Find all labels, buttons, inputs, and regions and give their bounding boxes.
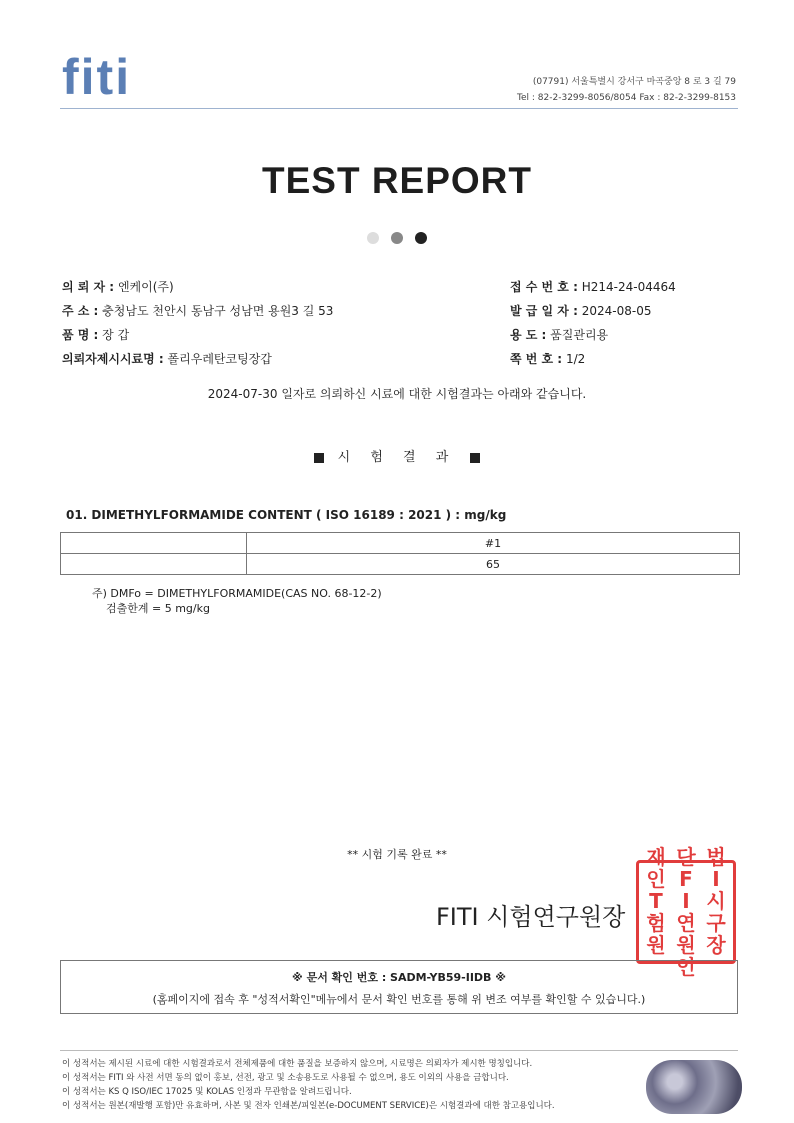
results-table: [60, 532, 740, 575]
sample-header: #1: [247, 533, 740, 554]
table-cell: [61, 554, 247, 575]
info-row: [510, 299, 676, 323]
seal-char: 원: [676, 933, 696, 957]
info-label: 품 명 :: [62, 328, 99, 342]
seal-char: T: [649, 889, 663, 913]
table-cell: [61, 533, 247, 554]
seal-char: F: [679, 867, 693, 891]
company-address: [517, 74, 736, 106]
footer-note: 이 성적서는 제시된 시료에 대한 시험결과로서 전체제품에 대한 품질을 보증하지 않으며, 시료명은 의뢰자가 제시한 명칭입니다.: [62, 1059, 533, 1069]
fiti-logo: fiti: [62, 49, 132, 105]
square-bullet-icon: [470, 453, 480, 463]
verification-box: [60, 960, 738, 1014]
footer-notes: [62, 1057, 555, 1113]
info-value: 1/2: [565, 352, 586, 366]
info-value: 2024-08-05: [581, 304, 652, 318]
test-title: 01. DIMETHYLFORMAMIDE CONTENT ( ISO 16189 : 2021 ) : mg/kg: [66, 508, 507, 522]
table-row: [61, 533, 740, 554]
seal-char: 인: [676, 955, 696, 979]
info-label: 의뢰자제시시료명 :: [62, 352, 164, 366]
info-label: 접 수 번 호 :: [510, 280, 578, 294]
seal-char: 재: [646, 845, 666, 869]
dot-3: [415, 232, 427, 244]
seal-char: 인: [646, 867, 666, 891]
info-value: 엔케이(주): [117, 280, 174, 294]
info-value: H214-24-04464: [581, 280, 676, 294]
footer-divider: [60, 1050, 738, 1051]
square-bullet-icon: [314, 453, 324, 463]
footer-note: 이 성적서는 KS Q ISO/IEC 17025 및 KOLAS 인정과 무관함을 알려드립니다.: [62, 1087, 352, 1097]
info-value: 품질관리용: [550, 328, 609, 342]
info-row: [62, 323, 333, 347]
dot-2: [391, 232, 403, 244]
seal-char: 단: [676, 845, 696, 869]
info-value: 충청남도 천안시 동남구 성남면 용원3 길 53: [102, 304, 334, 318]
seal-char: 장: [706, 933, 726, 957]
info-label: 의 뢰 자 :: [62, 280, 115, 294]
dot-1: [367, 232, 379, 244]
info-row: [510, 323, 676, 347]
footer-note: 이 성적서는 원본(재발행 포함)만 유효하며, 사본 및 전자 인쇄본/피일본(e-DOCUMENT SERVICE)은 시험결과에 대한 참고용입니다.: [62, 1101, 555, 1111]
result-value: 65: [247, 554, 740, 575]
info-label: 용 도 :: [510, 328, 547, 342]
report-title: TEST REPORT: [261, 160, 533, 201]
info-label: 주 소 :: [62, 304, 99, 318]
info-value: 장 갑: [102, 328, 130, 342]
verification-instructions: (홈페이지에 접속 후 "성적서확인"메뉴에서 문서 확인 번호를 통해 위 변조 여부를 확인할 수 있습니다.): [152, 993, 646, 1006]
seal-char: 구: [706, 911, 726, 935]
section-title: 시 험 결 과: [337, 450, 457, 465]
info-value: 폴리우레탄코팅장갑: [167, 352, 272, 366]
organization-signature: FITI 시험연구원장: [436, 903, 626, 931]
seal-char: I: [682, 889, 690, 913]
seal-char: 원: [646, 933, 666, 957]
test-notes: [92, 586, 382, 616]
info-label: 발 급 일 자 :: [510, 304, 578, 318]
info-left: [62, 275, 333, 371]
info-right: [510, 275, 676, 371]
contact-line: Tel : 82-2-3299-8056/8054 Fax : 82-2-3299-8153: [517, 93, 736, 103]
seal-char: I: [712, 867, 720, 891]
completion-text: ** 시험 기록 완료 **: [347, 848, 447, 861]
intro-text: 2024-07-30 일자로 의뢰하신 시료에 대한 시험결과는 아래와 같습니다.: [207, 387, 587, 401]
header-divider: [60, 108, 738, 109]
seal-char: 법: [706, 845, 726, 869]
info-row: [62, 299, 333, 323]
info-row: [62, 347, 333, 371]
detection-limit: 검출한계 = 5 mg/kg: [106, 602, 210, 615]
table-row: [61, 554, 740, 575]
official-seal-stamp: [636, 845, 736, 979]
info-label: 쪽 번 호 :: [510, 352, 563, 366]
info-row: [510, 347, 676, 371]
progress-dots: [0, 229, 794, 248]
seal-char: 시: [706, 889, 726, 913]
info-row: [510, 275, 676, 299]
seal-char: 험: [646, 911, 666, 935]
seal-char: 연: [676, 911, 696, 935]
footer-note: 이 성적서는 FITI 와 사전 서면 동의 없이 홍보, 선전, 광고 및 소송용도로 사용될 수 없으며, 용도 이외의 사용을 금합니다.: [62, 1073, 509, 1083]
hologram-security-sticker: [646, 1060, 742, 1114]
verification-number: ※ 문서 확인 번호 : SADM-YB59-IIDB ※: [292, 971, 506, 984]
note-line: 주) DMFo = DIMETHYLFORMAMIDE(CAS NO. 68-12-2): [92, 587, 382, 600]
section-heading: [0, 446, 794, 465]
address-line: (07791) 서울특별시 강서구 마곡중앙 8 로 3 길 79: [532, 77, 736, 87]
info-row: [62, 275, 333, 299]
